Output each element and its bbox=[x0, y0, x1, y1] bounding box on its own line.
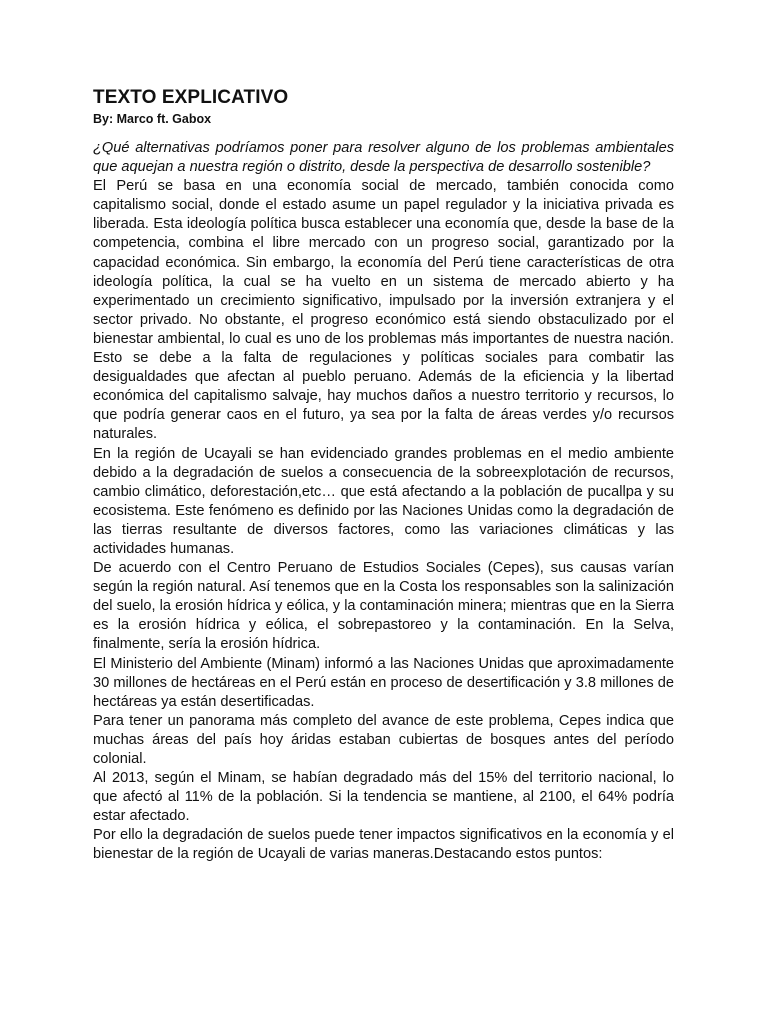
paragraph-panorama: Para tener un panorama más completo del avance de este problema, Cepes indica que muchas áreas del país hoy áridas estaban cubiertas de bosques antes del período colonial. bbox=[93, 712, 674, 767]
document-title: TEXTO EXPLICATIVO bbox=[93, 87, 289, 108]
guiding-question: ¿Qué alternativas podríamos poner para resolver alguno de los problemas ambientales que aquejan a nuestra región o distrito, desde la perspectiva de desarrollo sostenible? bbox=[93, 140, 674, 176]
paragraph-impacts-intro: Por ello la degradación de suelos puede tener impactos significativos en la economía y el bienestar de la región de Ucayali de varias maneras.Destacando estos puntos: bbox=[93, 827, 674, 863]
document-page bbox=[93, 86, 674, 865]
paragraph-economy: El Perú se basa en una economía social de mercado, también conocida como capitalismo social, donde el estado asume un papel regulador y la iniciativa privada es liberada. Esta ideología política busca establecer una economía que, desde la base de la competencia, combina el libre mercado con un progreso social, garantizado por la capacidad económica. Sin embargo, la economía del Perú tiene características de otra ideología política, la cual se ha vuelto en un sistema de mercado abierto y ha experimentado un crecimiento significativo, impulsado por la inversión extranjera y el sector privado. No obstante, el progreso económico está siendo obstaculizado por el bienestar ambiental, lo cual es uno de los problemas más importantes de nuestra nación. Esto se debe a la falta de regulaciones y políticas sociales para combatir las desigualdades que afectan al pueblo peruano. Además de la eficiencia y la libertad económica del capitalismo salvaje, hay muchos daños a nuestro territorio y recursos, lo que podría generar caos en el futuro, ya sea por la falta de áreas verdes y/o recursos naturales. bbox=[93, 178, 674, 443]
paragraph-ucayali: En la región de Ucayali se han evidenciado grandes problemas en el medio ambiente debido a la degradación de suelos a consecuencia de la sobreexplotación de recursos, cambio climático, deforestación,etc… que está afectando a la población de pucallpa y su ecosistema. Este fenómeno es definido por las Naciones Unidas como la degradación de las tierras resultante de diversos factores, como las variaciones climáticas y las actividades humanas. bbox=[93, 445, 674, 557]
paragraph-minam-report: El Ministerio del Ambiente (Minam) informó a las Naciones Unidas que aproximadamente 30 millones de hectáreas en el Perú están en proceso de desertificación y 3.8 millones de hectáreas ya están desertificadas. bbox=[93, 655, 674, 710]
paragraph-statistics-2013: Al 2013, según el Minam, se habían degradado más del 15% del territorio nacional, lo que afectó al 11% de la población. Si la tendencia se mantiene, al 2100, el 64% podría estar afectado. bbox=[93, 770, 674, 825]
paragraph-cepes-causes: De acuerdo con el Centro Peruano de Estudios Sociales (Cepes), sus causas varían según la región natural. Así tenemos que en la Costa los responsables son la salinización del suelo, la erosión hídrica y eólica, y la contaminación minera; mientras que en la Sierra es la erosión hídrica y eólica, el sobrepastoreo y la contaminación. En la Selva, finalmente, sería la erosión hídrica. bbox=[93, 560, 674, 653]
author-byline: By: Marco ft. Gabox bbox=[93, 112, 212, 126]
